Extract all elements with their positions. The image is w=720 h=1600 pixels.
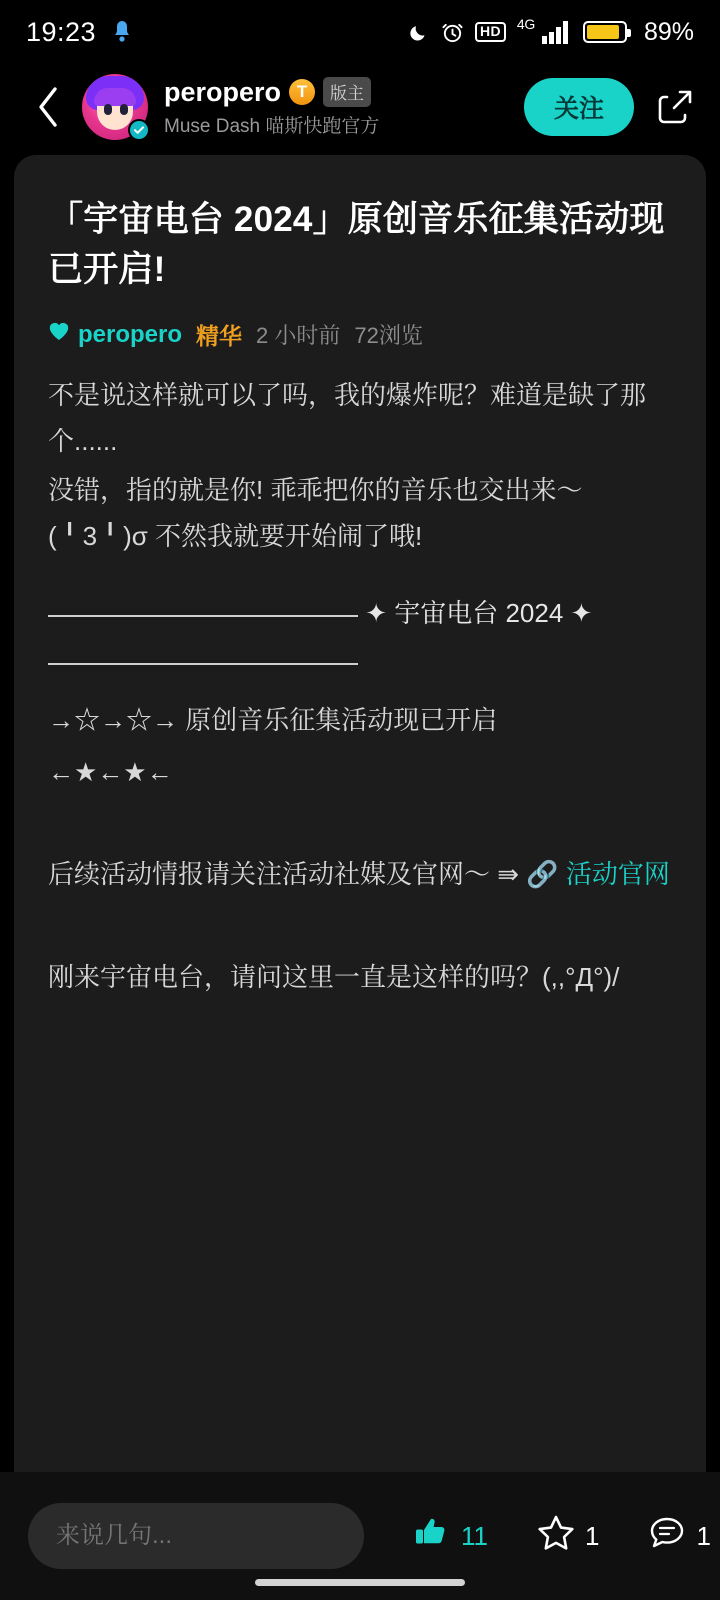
link-icon: 🔗 bbox=[526, 859, 559, 890]
badge-moderator: 版主 bbox=[323, 77, 371, 107]
thumbs-up-icon bbox=[412, 1513, 452, 1560]
post-time: 2 小时前 bbox=[256, 323, 341, 349]
like-count: 11 bbox=[461, 1520, 488, 1551]
signal-bars-icon bbox=[542, 20, 572, 44]
post-content-card bbox=[14, 155, 706, 1472]
battery-icon bbox=[583, 21, 627, 43]
post-link-paragraph bbox=[48, 850, 672, 898]
battery-percent: 89% bbox=[643, 17, 694, 46]
comment-count: 1 bbox=[696, 1520, 711, 1551]
post-author[interactable] bbox=[48, 320, 182, 349]
status-bar bbox=[0, 0, 720, 64]
post-arrow-line-1: →☆→☆→ 原创音乐征集活动现已开启 bbox=[48, 704, 498, 735]
bell-icon bbox=[110, 19, 134, 45]
page-title: 「宇宙电台 2024」原创音乐征集活动现已开启! bbox=[48, 200, 665, 289]
share-icon[interactable] bbox=[654, 88, 696, 126]
moon-icon bbox=[408, 21, 430, 43]
divider bbox=[48, 615, 358, 617]
favorite-count: 1 bbox=[585, 1520, 600, 1551]
external-link[interactable]: 活动官网 bbox=[565, 859, 670, 890]
comment-input[interactable] bbox=[28, 1503, 364, 1569]
author-subtitle: Muse Dash 喵斯快跑官方 bbox=[164, 115, 380, 137]
divider-second bbox=[48, 663, 358, 665]
post-paragraph-2: 没错，指的就是你! 乖乖把你的音乐也交出来～(╹3╹)σ 不然我就要开始闹了哦! bbox=[48, 475, 583, 551]
status-time: 19:23 bbox=[26, 16, 97, 47]
post-meta bbox=[48, 318, 672, 351]
avatar[interactable] bbox=[82, 74, 148, 140]
hd-icon: HD bbox=[475, 22, 506, 42]
post-arrow-line-2: ←★←★← bbox=[48, 757, 173, 788]
favorite-button[interactable] bbox=[536, 1513, 599, 1560]
like-button[interactable] bbox=[412, 1513, 488, 1560]
author-username: peropero bbox=[164, 76, 282, 107]
post-tail-paragraph: 刚来宇宙电台，请问这里一直是这样的吗？(,,°Д°)/ bbox=[48, 962, 620, 993]
verified-badge-icon bbox=[128, 119, 150, 141]
comment-icon bbox=[647, 1513, 687, 1560]
network-type-label: 4G bbox=[516, 16, 535, 32]
post-decorated-heading bbox=[48, 589, 672, 664]
post-views: 72浏览 bbox=[354, 323, 423, 349]
star-icon bbox=[536, 1513, 576, 1560]
badge-t-icon: T bbox=[289, 79, 315, 105]
home-indicator[interactable] bbox=[255, 1579, 465, 1586]
alarm-icon bbox=[441, 21, 464, 44]
essence-badge: 精华 bbox=[196, 323, 243, 350]
author-names[interactable] bbox=[164, 77, 379, 138]
page-header bbox=[0, 64, 720, 150]
status-icons bbox=[408, 18, 694, 47]
post-paragraph-1: 不是说这样就可以了吗，我的爆炸呢？难道是缺了那个...... bbox=[48, 380, 647, 456]
comment-button[interactable] bbox=[647, 1513, 710, 1560]
chevron-left-icon[interactable] bbox=[28, 86, 68, 128]
follow-button[interactable]: 关注 bbox=[524, 78, 634, 136]
decor-heading-text: ✦ 宇宙电台 2024 ✦ bbox=[365, 598, 593, 629]
link-paragraph-prefix: 后续活动情报请关注活动社媒及官网～ ⇛ bbox=[48, 859, 527, 890]
heart-badge-icon bbox=[48, 320, 70, 349]
post-author-name: peropero bbox=[78, 320, 183, 348]
